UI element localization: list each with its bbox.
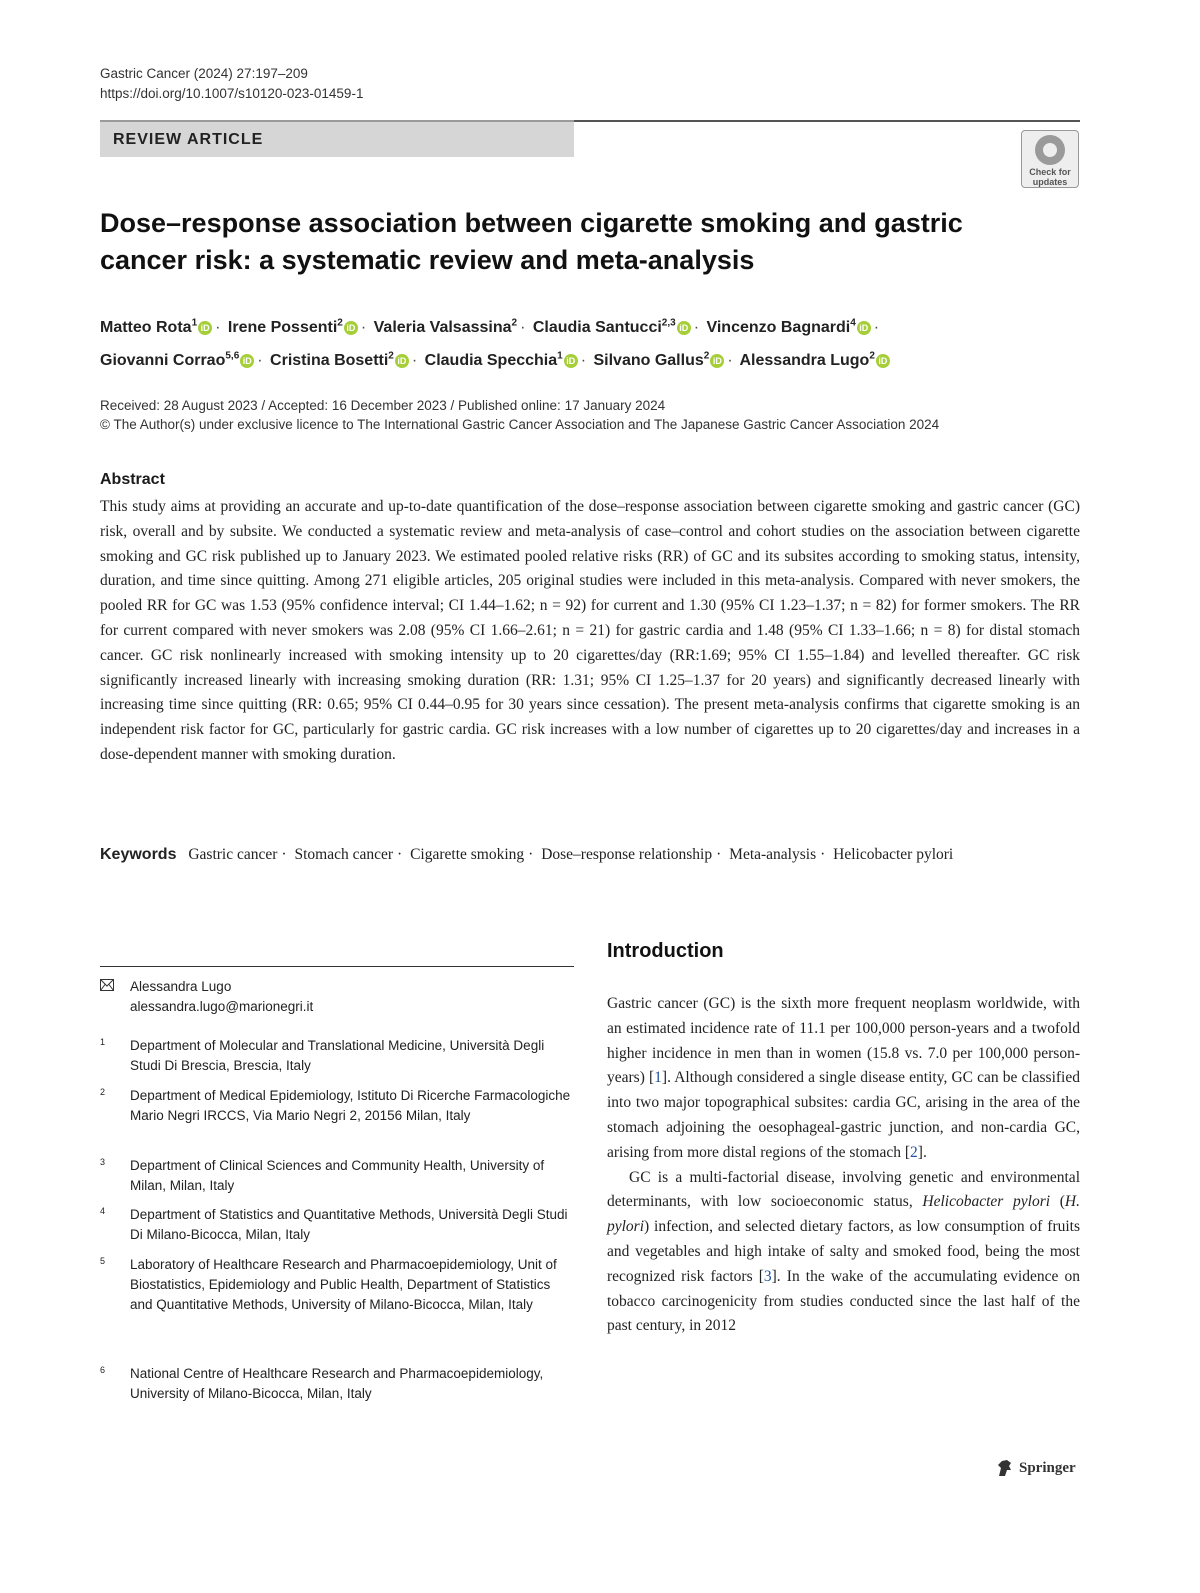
author[interactable]: Silvano Gallus$^2$ iD — [593, 352, 724, 369]
orcid-icon[interactable]: iD — [710, 354, 724, 368]
introduction-heading: Introduction — [607, 940, 724, 962]
footnote-rule — [100, 966, 574, 967]
affiliation: 5 Laboratory of Healthcare Research and Pharmacoepidemiology, Unit of Biostatistics, Epidemiology and Public Health, Department of Statistics and Quantitative Methods, University of Milano-Bicocca, Milan, Italy — [100, 1256, 557, 1312]
publication-info — [100, 396, 1100, 434]
orcid-icon[interactable]: iD — [876, 354, 890, 368]
check-for-updates-badge[interactable] — [1021, 130, 1079, 188]
springer-horse-icon — [995, 1458, 1015, 1478]
check-badge-label: Check for updates — [1029, 167, 1071, 187]
article-type-banner: REVIEW ARTICLE — [100, 120, 574, 157]
keyword: Cigarette smoking — [410, 846, 525, 863]
affiliation: 4 Department of Statistics and Quantitative Methods, Università Degli Studi Di Milano-Bicocca, Milan, Italy — [100, 1206, 568, 1242]
citation-link[interactable]: 2 — [910, 1143, 918, 1161]
publisher-name: Springer — [1019, 1459, 1076, 1476]
publication-dates: Received: 28 August 2023 / Accepted: 16 December 2023 / Published online: 17 January 2024 — [100, 398, 666, 413]
paragraph: Gastric cancer (GC) is the sixth more frequent neoplasm worldwide, with an estimated incidence rate of 11.1 per 100,000 person-years and a twofold higher incidence in men than in women (15.8 vs. 7.0 per 100,000 person-years) [1]. Although considered a single disease entity, GC can be classified into two major topographical subsites: cardia GC, arising in the area of the stomach adjoining the oesophageal-gastric junction, and non-cardia GC, arising from more distal regions of the stomach [2]. — [607, 995, 1080, 1161]
orcid-icon[interactable]: iD — [564, 354, 578, 368]
contact-name: Alessandra Lugo — [130, 979, 232, 994]
affiliation: 6 National Centre of Healthcare Research and Pharmacoepidemiology, University of Milano-Bicocca, Milan, Italy — [100, 1365, 544, 1401]
citation-link[interactable]: 3 — [763, 1267, 772, 1285]
article-title: Dose–response association between cigarette smoking and gastric cancer risk: a systematic review and meta-analysis — [100, 208, 963, 275]
author[interactable]: Claudia Santucci$^{2,3}$ iD — [533, 319, 691, 336]
keyword: Helicobacter pylori — [833, 846, 954, 863]
envelope-icon — [100, 977, 114, 997]
orcid-icon[interactable]: iD — [857, 321, 871, 335]
orcid-icon[interactable]: iD — [677, 321, 691, 335]
doi-link[interactable]: https://doi.org/10.1007/s10120-023-01459-1 — [100, 86, 364, 101]
header-rule — [574, 120, 1080, 122]
contact-email[interactable]: alessandra.lugo@marionegri.it — [130, 999, 314, 1014]
orcid-icon[interactable]: iD — [240, 354, 254, 368]
orcid-icon[interactable]: iD — [395, 354, 409, 368]
author[interactable]: Valeria Valsassina$^2$ — [373, 318, 518, 337]
keywords: Keywords Gastric cancer · Stomach cancer · Cigarette smoking · Dose–response relationship · Meta-analysis · Helicobacter pylori — [100, 846, 954, 863]
keyword: Meta-analysis — [729, 846, 817, 863]
author[interactable]: Vincenzo Bagnardi$^4$ iD — [706, 319, 870, 336]
corresponding-author — [100, 977, 574, 1017]
abstract-text: This study aims at providing an accurate and up-to-date quantification of the dose–response association between cigarette smoking and gastric cancer (GC) risk, overall and by subsite. We conducted a systematic review and meta-analysis of case–control and cohort studies on the association between cigarette smoking and GC risk published up to January 2023. We estimated pooled relative risks (RR) of GC and its subsites according to smoking status, intensity, duration, and time since quitting. Among 271 eligible articles, 205 original studies were included in this meta-analysis. Compared with never smokers, the pooled RR for GC was 1.53 (95% confidence interval; CI 1.44–1.62; n = 92) for current and 1.30 (95% CI 1.23–1.37; n = 82) for former smokers. The RR for current compared with never smokers was 2.08 (95% CI 1.66–2.61; n = 21) for gastric cardia and 1.48 (95% CI 1.33–1.66; n = 8) for distal stomach cancer. GC risk nonlinearly increased with smoking intensity up to 20 cigarettes/day (RR:1.69; 95% CI 1.55–1.84) and levelled thereafter. GC risk significantly increased linearly with increasing smoking duration (RR: 1.31; 95% CI 1.25–1.37 for 20 years) and significantly decreased linearly with increasing time since quitting (RR: 0.65; 95% CI 0.44–0.95 for 30 years since cessation). The present meta-analysis confirms that cigarette smoking is an independent risk factor for GC, particularly for gastric cardia. GC risk increases with a low number of cigarettes up to 20 cigarettes/day and increases in a dose-dependent manner with smoking duration. — [100, 498, 1080, 763]
orcid-icon[interactable]: iD — [344, 321, 358, 335]
affiliation: 3 Department of Clinical Sciences and Community Health, University of Milan, Milan, Italy — [100, 1157, 545, 1193]
author[interactable]: Alessandra Lugo$^2$ iD — [740, 352, 890, 369]
paragraph: GC is a multi-factorial disease, involving genetic and environmental determinants, with low socioeconomic status, Helicobacter pylori (H. pylori) infection, and selected dietary factors, as low consumption of fruits and vegetables and high intake of salty and smoked food, being the most recognized risk factors [3]. In the wake of the accumulating evidence on tobacco carcinogenicity from studies conducted since the last half of the past century, in 2012 — [607, 1168, 1080, 1335]
affiliation: 2 Department of Medical Epidemiology, Istituto Di Ricerche Farmacologiche Mario Negri IRCCS, Via Mario Negri 2, 20156 Milan, Italy — [100, 1087, 571, 1123]
author-list: Matteo Rota$^1$ iD · Irene Possenti$^2$ iD · Valeria Valsassina$^2$ · Claudia Santucci$^{2,3}$ iD · Vincenzo Bagnardi$^4$ iD · Giovanni Corrao$^{5,6}$ iD · Cristina Bosetti$^2$ iD · Claudia Specchia$^1$ iD · Silvano Gallus$^2$ iD · Alessandra Lugo$^2$ iD — [100, 310, 1000, 375]
author[interactable]: Irene Possenti$^2$ iD — [228, 319, 358, 336]
copyright-line: © The Author(s) under exclusive licence to The International Gastric Cancer Association and The Japanese Gastric Cancer Association 2024 — [100, 417, 940, 432]
introduction-text — [607, 992, 1080, 1339]
orcid-icon[interactable]: iD — [198, 321, 212, 335]
abstract-heading: Abstract — [100, 471, 165, 488]
keywords-label: Keywords — [100, 846, 177, 863]
keyword: Stomach cancer — [294, 846, 394, 863]
author[interactable]: Cristina Bosetti$^2$ iD — [270, 352, 409, 369]
keyword: Dose–response relationship — [541, 846, 713, 863]
keyword: Gastric cancer — [188, 846, 278, 863]
journal-citation: Gastric Cancer (2024) 27:197–209 — [100, 66, 308, 81]
author[interactable]: Claudia Specchia$^1$ iD — [425, 352, 578, 369]
author[interactable]: Giovanni Corrao$^{5,6}$ iD — [100, 352, 254, 369]
publisher-logo — [995, 1458, 1076, 1478]
citation-link[interactable]: 1 — [654, 1069, 662, 1087]
affiliation: 1 Department of Molecular and Translational Medicine, Università Degli Studi Di Brescia, Brescia, Italy — [100, 1037, 545, 1073]
author[interactable]: Matteo Rota$^1$ iD — [100, 319, 212, 336]
update-icon — [1035, 135, 1065, 165]
